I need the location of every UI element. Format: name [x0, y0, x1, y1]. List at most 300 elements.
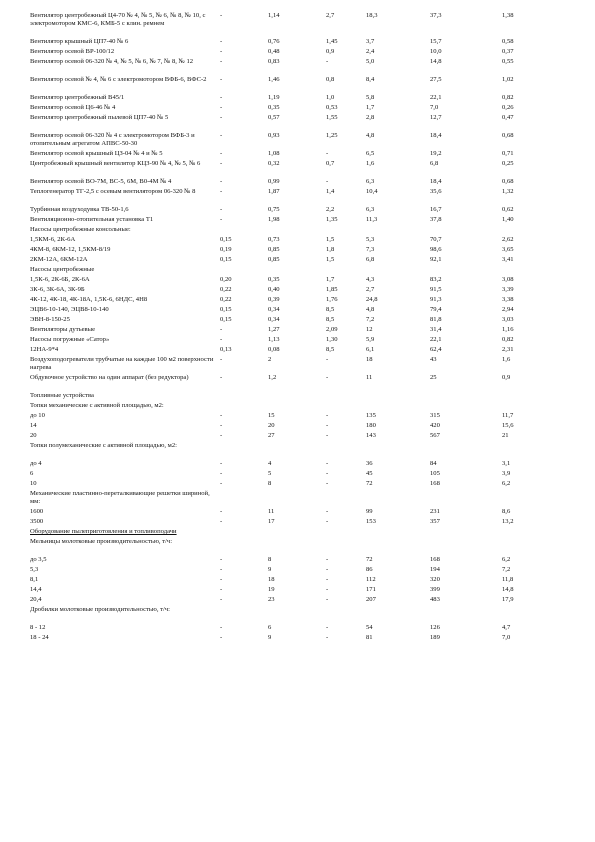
cell-col-2: 0,39 — [268, 296, 280, 303]
cell-col-4: 207 — [366, 596, 376, 603]
table-row — [30, 528, 570, 538]
cell-col-5: 25 — [430, 374, 437, 381]
cell-col-6: 13,2 — [502, 518, 514, 525]
cell-col-4: 4,8 — [366, 306, 375, 313]
cell-col-4: 5,8 — [366, 94, 375, 101]
cell-col-2: 1,2 — [268, 374, 277, 381]
cell-col-2: 1,87 — [268, 188, 280, 195]
cell-col-6: 0,25 — [502, 160, 514, 167]
cell-col-4: 12 — [366, 326, 373, 333]
cell-col-3: 1,7 — [326, 276, 335, 283]
cell-col-6: 1,02 — [502, 76, 514, 83]
cell-col-4: 1,7 — [366, 104, 375, 111]
cell-col-6: 11,7 — [502, 412, 514, 419]
cell-col-5: 14,8 — [430, 58, 442, 65]
cell-col-5: 18,4 — [430, 178, 442, 185]
cell-col-5: 19,2 — [430, 150, 442, 157]
table-row — [30, 634, 570, 644]
table-row — [30, 48, 570, 58]
cell-col-1: - — [220, 634, 223, 641]
cell-col-3: - — [326, 508, 329, 515]
row-label: 14 — [30, 422, 37, 429]
cell-col-4: 36 — [366, 460, 373, 467]
table-row — [30, 480, 570, 490]
cell-col-6: 0,55 — [502, 58, 514, 65]
cell-col-6: 6,2 — [502, 480, 511, 487]
cell-col-6: 21 — [502, 432, 509, 439]
cell-col-1: - — [220, 12, 223, 19]
cell-col-6: 2,94 — [502, 306, 514, 313]
cell-col-3: 1,5 — [326, 236, 335, 243]
cell-col-3: - — [326, 460, 329, 467]
cell-col-4: 8,4 — [366, 76, 375, 83]
cell-col-5: 70,7 — [430, 236, 442, 243]
cell-col-1: - — [220, 326, 223, 333]
cell-col-6: 0,71 — [502, 150, 514, 157]
cell-col-4: 6,5 — [366, 150, 375, 157]
cell-col-2: 27 — [268, 432, 275, 439]
cell-col-5: 399 — [430, 586, 440, 593]
cell-col-5: 483 — [430, 596, 440, 603]
row-label: 1600 — [30, 508, 44, 515]
row-label: 5,3 — [30, 566, 39, 573]
cell-col-1: - — [220, 336, 223, 343]
row-label: Вентилятор осевой крышный ЦЗ-04 № 4 и № 5 — [30, 150, 163, 157]
cell-col-6: 0,68 — [502, 178, 514, 185]
row-label: Топки механические с активной площадью, м2: — [30, 402, 164, 409]
table-row — [30, 188, 570, 206]
cell-col-3: - — [326, 150, 329, 157]
row-label: Турбинная воздуходувка ТВ-50-1,6 — [30, 206, 129, 213]
cell-col-1: - — [220, 132, 223, 139]
cell-col-1: 0,22 — [220, 296, 232, 303]
cell-col-2: 0,40 — [268, 286, 280, 293]
cell-col-4: 2,8 — [366, 114, 375, 121]
table-row — [30, 518, 570, 528]
cell-col-4: 11,3 — [366, 216, 378, 223]
cell-col-4: 143 — [366, 432, 376, 439]
cell-col-2: 1,08 — [268, 150, 280, 157]
cell-col-3: 1,76 — [326, 296, 338, 303]
table-row — [30, 422, 570, 432]
row-label: Вентилятор центробежный пылевой ЦП7-40 № 5 — [30, 114, 169, 121]
cell-col-1: - — [220, 596, 223, 603]
cell-col-2: 0,48 — [268, 48, 280, 55]
cell-col-6: 0,68 — [502, 132, 514, 139]
row-label: 2КМ-12А, 6КМ-12А — [30, 256, 88, 263]
cell-col-5: 91,5 — [430, 286, 442, 293]
cell-col-2: 0,83 — [268, 58, 280, 65]
cell-col-5: 10,0 — [430, 48, 442, 55]
table-row — [30, 346, 570, 356]
cell-col-2: 0,35 — [268, 276, 280, 283]
cell-col-5: 79,4 — [430, 306, 442, 313]
cell-col-6: 1,32 — [502, 188, 514, 195]
cell-col-4: 112 — [366, 576, 376, 583]
row-label: 20 — [30, 432, 37, 439]
cell-col-3: 1,55 — [326, 114, 338, 121]
table-row — [30, 432, 570, 442]
cell-col-4: 6,1 — [366, 346, 375, 353]
cell-col-2: 18 — [268, 576, 275, 583]
cell-col-3: 1,5 — [326, 256, 335, 263]
cell-col-1: 0,15 — [220, 236, 232, 243]
cell-col-1: - — [220, 576, 223, 583]
cell-col-4: 6,3 — [366, 206, 375, 213]
cell-col-6: 3,41 — [502, 256, 514, 263]
cell-col-4: 18 — [366, 356, 373, 363]
cell-col-2: 8 — [268, 480, 272, 487]
cell-col-2: 0,93 — [268, 132, 280, 139]
row-label: Вентилятор центробежный Ц4-70 № 4, № 5, № 6, № 8, № 10, с электромотором КМС-6, КМБ-5 с клин. ремнем — [30, 12, 206, 28]
row-label: 1,5КМ-6, 2К-6А — [30, 236, 76, 243]
cell-col-6: 3,03 — [502, 316, 514, 323]
cell-col-3: - — [326, 586, 329, 593]
cell-col-5: 168 — [430, 480, 440, 487]
table-row — [30, 236, 570, 246]
cell-col-5: 62,4 — [430, 346, 442, 353]
cell-col-1: - — [220, 160, 223, 167]
cell-col-3: 1,0 — [326, 94, 335, 101]
cell-col-3: 1,4 — [326, 188, 335, 195]
cell-col-6: 14,8 — [502, 586, 514, 593]
table-row — [30, 402, 570, 412]
row-label: 14,4 — [30, 586, 42, 593]
equipment-table — [30, 12, 570, 644]
cell-col-1: - — [220, 58, 223, 65]
cell-col-2: 0,73 — [268, 236, 280, 243]
cell-col-6: 3,38 — [502, 296, 514, 303]
cell-col-1: 0,19 — [220, 246, 232, 253]
cell-col-3: 1,45 — [326, 38, 338, 45]
table-row — [30, 206, 570, 216]
cell-col-1: - — [220, 114, 223, 121]
table-row — [30, 374, 570, 392]
cell-col-4: 4,3 — [366, 276, 375, 283]
cell-col-6: 0,37 — [502, 48, 514, 55]
cell-col-1: - — [220, 150, 223, 157]
row-label: 4КМ-8, 6КМ-12, 1,5КМ-8/19 — [30, 246, 111, 253]
row-label: Вентилятор осевой № 4, № 6 с электромотором ВФБ-6, ВФС-2 — [30, 76, 207, 83]
cell-col-4: 135 — [366, 412, 376, 419]
cell-col-1: 0,15 — [220, 316, 232, 323]
cell-col-2: 11 — [268, 508, 275, 515]
cell-col-1: - — [220, 422, 223, 429]
cell-col-2: 9 — [268, 566, 272, 573]
cell-col-2: 9 — [268, 634, 272, 641]
row-label: Вентилятор осевой Ц6-46 № 4 — [30, 104, 116, 111]
table-row — [30, 216, 570, 226]
table-row — [30, 114, 570, 132]
row-label: Вентилятор осевой 06-320 № 4 с электромотором ВФБ-3 и отопительным агрегатом АПВС-50-30 — [30, 132, 195, 148]
cell-col-3: 8,5 — [326, 346, 335, 353]
cell-col-6: 0,62 — [502, 206, 514, 213]
cell-col-2: 0,85 — [268, 256, 280, 263]
row-label: Теплогенератор ТГ-2,5 с осевым вентилятором 06-320 № 8 — [30, 188, 196, 195]
cell-col-5: 420 — [430, 422, 440, 429]
table-row — [30, 316, 570, 326]
cell-col-6: 1,38 — [502, 12, 514, 19]
cell-col-5: 194 — [430, 566, 440, 573]
cell-col-1: 0,15 — [220, 256, 232, 263]
cell-col-4: 54 — [366, 624, 373, 631]
cell-col-4: 7,3 — [366, 246, 375, 253]
cell-col-4: 171 — [366, 586, 376, 593]
cell-col-3: 0,53 — [326, 104, 338, 111]
cell-col-6: 0,47 — [502, 114, 514, 121]
cell-col-5: 22,1 — [430, 336, 442, 343]
cell-col-6: 7,2 — [502, 566, 511, 573]
cell-col-4: 7,2 — [366, 316, 375, 323]
cell-col-2: 1,27 — [268, 326, 280, 333]
cell-col-5: 27,5 — [430, 76, 442, 83]
row-label: Вентиляционно-отопительная установка Т1 — [30, 216, 154, 223]
cell-col-2: 0,35 — [268, 104, 280, 111]
cell-col-2: 5 — [268, 470, 272, 477]
cell-col-5: 168 — [430, 556, 440, 563]
cell-col-3: - — [326, 576, 329, 583]
row-label: до 4 — [30, 460, 42, 467]
table-row — [30, 624, 570, 634]
cell-col-3: - — [326, 432, 329, 439]
table-row — [30, 306, 570, 316]
cell-col-4: 86 — [366, 566, 373, 573]
cell-col-2: 0,57 — [268, 114, 280, 121]
table-row — [30, 266, 570, 276]
cell-col-2: 23 — [268, 596, 275, 603]
cell-col-3: 1,8 — [326, 246, 335, 253]
table-row — [30, 296, 570, 306]
cell-col-2: 0,08 — [268, 346, 280, 353]
cell-col-6: 3,1 — [502, 460, 511, 467]
cell-col-5: 320 — [430, 576, 440, 583]
cell-col-2: 4 — [268, 460, 272, 467]
table-row — [30, 336, 570, 346]
cell-col-2: 0,76 — [268, 38, 280, 45]
cell-col-1: - — [220, 206, 223, 213]
cell-col-2: 0,34 — [268, 316, 280, 323]
cell-col-4: 180 — [366, 422, 376, 429]
cell-col-5: 83,2 — [430, 276, 442, 283]
row-label: Насосы центробежные консольные: — [30, 226, 131, 233]
row-label: до 3,5 — [30, 556, 47, 563]
cell-col-1: - — [220, 480, 223, 487]
cell-col-1: - — [220, 216, 223, 223]
table-row — [30, 508, 570, 518]
cell-col-6: 15,6 — [502, 422, 514, 429]
row-label: 10 — [30, 480, 37, 487]
cell-col-1: - — [220, 432, 223, 439]
row-label: Оборудование пылеприготовления и топливоподачи — [30, 528, 177, 535]
row-label: 20,4 — [30, 596, 42, 603]
cell-col-1: - — [220, 374, 223, 381]
cell-col-4: 11 — [366, 374, 373, 381]
cell-col-4: 3,7 — [366, 38, 375, 45]
cell-col-1: - — [220, 518, 223, 525]
cell-col-2: 1,19 — [268, 94, 280, 101]
table-row — [30, 104, 570, 114]
cell-col-4: 153 — [366, 518, 376, 525]
table-row — [30, 538, 570, 556]
cell-col-1: - — [220, 356, 223, 363]
cell-col-6: 3,65 — [502, 246, 514, 253]
cell-col-3: 0,7 — [326, 160, 335, 167]
cell-col-6: 3,08 — [502, 276, 514, 283]
table-row — [30, 490, 570, 508]
cell-col-3: 2,7 — [326, 12, 335, 19]
cell-col-5: 7,0 — [430, 104, 439, 111]
table-row — [30, 178, 570, 188]
cell-col-4: 6,8 — [366, 256, 375, 263]
table-row — [30, 412, 570, 422]
table-row — [30, 256, 570, 266]
table-row — [30, 556, 570, 566]
cell-col-3: 1,85 — [326, 286, 338, 293]
row-label: до 10 — [30, 412, 45, 419]
cell-col-2: 1,14 — [268, 12, 280, 19]
table-row — [30, 586, 570, 596]
cell-col-2: 20 — [268, 422, 275, 429]
row-label: Вентилятор крышный ЦП7-40 № 6 — [30, 38, 129, 45]
cell-col-6: 8,6 — [502, 508, 511, 515]
cell-col-6: 2,62 — [502, 236, 514, 243]
cell-col-6: 1,16 — [502, 326, 514, 333]
row-label: Топки полумеханические с активной площадью, м2: — [30, 442, 177, 449]
table-row — [30, 150, 570, 160]
cell-col-3: - — [326, 566, 329, 573]
cell-col-5: 15,7 — [430, 38, 442, 45]
cell-col-2: 0,34 — [268, 306, 280, 313]
cell-col-6: 2,31 — [502, 346, 514, 353]
cell-col-6: 0,26 — [502, 104, 514, 111]
cell-col-1: - — [220, 178, 223, 185]
cell-col-3: 8,5 — [326, 316, 335, 323]
cell-col-5: 31,4 — [430, 326, 442, 333]
cell-col-3: 2,09 — [326, 326, 338, 333]
cell-col-4: 45 — [366, 470, 373, 477]
cell-col-4: 6,3 — [366, 178, 375, 185]
cell-col-4: 81 — [366, 634, 373, 641]
cell-col-4: 5,0 — [366, 58, 375, 65]
cell-col-5: 84 — [430, 460, 437, 467]
row-label: Центробежный крышный вентилятор КЦЗ-90 № 4, № 5, № 6 — [30, 160, 201, 167]
cell-col-6: 0,9 — [502, 374, 511, 381]
row-label: 8,1 — [30, 576, 39, 583]
cell-col-2: 0,75 — [268, 206, 280, 213]
cell-col-1: - — [220, 508, 223, 515]
cell-col-4: 4,8 — [366, 132, 375, 139]
cell-col-5: 357 — [430, 518, 440, 525]
table-row — [30, 356, 570, 374]
cell-col-3: - — [326, 480, 329, 487]
cell-col-5: 37,8 — [430, 216, 442, 223]
row-label: 8 - 12 — [30, 624, 46, 631]
cell-col-5: 81,8 — [430, 316, 442, 323]
table-row — [30, 576, 570, 586]
table-row — [30, 596, 570, 606]
row-label: Вентилятор осевой ВО-7М, ВС-5, 6М, В0-4М № 4 — [30, 178, 172, 185]
table-row — [30, 58, 570, 76]
cell-col-3: - — [326, 58, 329, 65]
cell-col-1: - — [220, 586, 223, 593]
table-row — [30, 76, 570, 94]
table-row — [30, 276, 570, 286]
cell-col-5: 315 — [430, 412, 440, 419]
cell-col-5: 92,1 — [430, 256, 442, 263]
cell-col-3: 8,5 — [326, 306, 335, 313]
table-row — [30, 606, 570, 624]
cell-col-3: - — [326, 374, 329, 381]
cell-col-5: 16,7 — [430, 206, 442, 213]
cell-col-3: - — [326, 422, 329, 429]
cell-col-6: 3,9 — [502, 470, 511, 477]
row-label: Вентиляторы дутьевые — [30, 326, 95, 333]
cell-col-1: - — [220, 38, 223, 45]
row-label: 3500 — [30, 518, 44, 525]
cell-col-3: 0,8 — [326, 76, 335, 83]
table-row — [30, 470, 570, 480]
cell-col-3: 2,2 — [326, 206, 335, 213]
cell-col-3: 0,9 — [326, 48, 335, 55]
cell-col-1: - — [220, 188, 223, 195]
row-label: 1,5К-6, 2К-6Б, 2К-6А — [30, 276, 90, 283]
table-row — [30, 460, 570, 470]
cell-col-2: 0,99 — [268, 178, 280, 185]
cell-col-5: 567 — [430, 432, 440, 439]
cell-col-1: - — [220, 104, 223, 111]
cell-col-3: 1,25 — [326, 132, 338, 139]
cell-col-6: 0,82 — [502, 336, 514, 343]
cell-col-3: - — [326, 412, 329, 419]
row-label: Воздухоподогреватели трубчатые на каждые 100 м2 поверхности нагрева — [30, 356, 214, 372]
row-label: Дробилки молотковые производительностью, т/ч: — [30, 606, 171, 613]
cell-col-4: 1,6 — [366, 160, 375, 167]
cell-col-5: 105 — [430, 470, 440, 477]
cell-col-5: 231 — [430, 508, 440, 515]
table-row — [30, 392, 570, 402]
cell-col-2: 0,85 — [268, 246, 280, 253]
table-row — [30, 94, 570, 104]
row-label: 12НА-9*4 — [30, 346, 59, 353]
cell-col-1: - — [220, 460, 223, 467]
cell-col-1: - — [220, 94, 223, 101]
cell-col-5: 37,3 — [430, 12, 442, 19]
cell-col-3: - — [326, 624, 329, 631]
cell-col-4: 72 — [366, 556, 373, 563]
cell-col-1: - — [220, 556, 223, 563]
cell-col-3: - — [326, 634, 329, 641]
cell-col-4: 18,3 — [366, 12, 378, 19]
row-label: 3К-6, 3К-6А, 3К-9Б — [30, 286, 85, 293]
cell-col-1: 0,20 — [220, 276, 232, 283]
table-row — [30, 246, 570, 256]
cell-col-2: 1,13 — [268, 336, 280, 343]
cell-col-3: - — [326, 596, 329, 603]
table-row — [30, 38, 570, 48]
cell-col-2: 17 — [268, 518, 275, 525]
cell-col-6: 0,82 — [502, 94, 514, 101]
cell-col-5: 22,1 — [430, 94, 442, 101]
cell-col-5: 35,6 — [430, 188, 442, 195]
row-label: Насосы центробежные — [30, 266, 95, 273]
cell-col-1: - — [220, 470, 223, 477]
row-label: ЭЦВ6-10-140, ЭЦВ8-10-140 — [30, 306, 109, 313]
row-label: Топливные устройства — [30, 392, 94, 399]
table-row — [30, 160, 570, 178]
cell-col-5: 126 — [430, 624, 440, 631]
cell-col-3: 1,35 — [326, 216, 338, 223]
cell-col-3: - — [326, 518, 329, 525]
